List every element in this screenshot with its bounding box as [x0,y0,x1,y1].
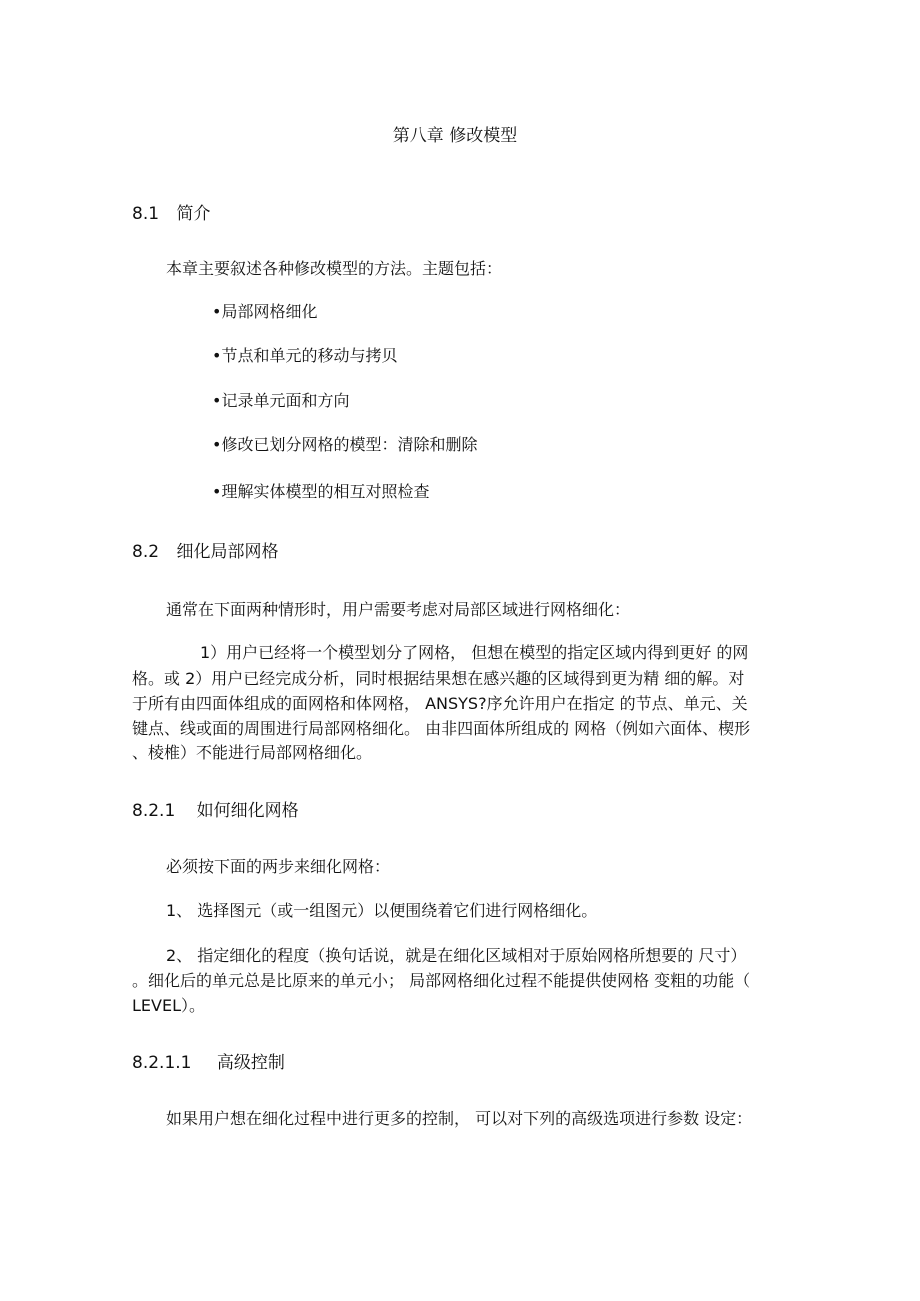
step-item: 1、 选择图元（或一组图元）以便围绕着它们进行网格细化。 [166,901,598,920]
paragraph-line: 、棱椎）不能进行局部网格细化。 [132,743,373,762]
chapter-title: 第八章 修改模型 [392,126,518,146]
section-title: 细化局部网格 [176,542,279,562]
section-number: 8.2.1.1 [132,1053,192,1073]
section-heading-8-2-1-1 [132,1051,285,1075]
section-title: 简介 [176,204,211,224]
section-title: 如何细化网格 [196,801,299,821]
paragraph-line: 于所有由四面体组成的面网格和体网格， ANSYS?序允许用户在指定 的节点、单元、关 [132,694,748,713]
step-item-line: 。细化后的单元总是比原来的单元小； 局部网格细化过程不能提供使网格 变粗的功能（ [132,971,751,990]
section-heading-8-1 [132,202,210,226]
topic-item: •修改已划分网格的模型：清除和删除 [212,435,478,454]
section-number: 8.2.1 [132,801,176,821]
topic-item: •理解实体模型的相互对照检查 [212,482,430,501]
topic-item: •记录单元面和方向 [212,391,350,410]
step-item-line: LEVEL）。 [132,996,205,1015]
paragraph: 通常在下面两种情形时，用户需要考虑对局部区域进行网格细化： [166,600,631,619]
section-number: 8.2 [132,542,160,562]
section-number: 8.1 [132,204,160,224]
paragraph-line: 键点、线或面的周围进行局部网格细化。 由非四面体所组成的 网格（例如六面体、楔形 [132,719,751,738]
paragraph-line: 1）用户已经将一个模型划分了网格， 但想在模型的指定区域内得到更好 的网 [200,643,749,662]
intro-paragraph: 本章主要叙述各种修改模型的方法。主题包括： [166,259,503,278]
topic-item: •局部网格细化 [212,302,318,321]
paragraph-line: 格。或 2）用户已经完成分析，同时根据结果想在感兴趣的区域得到更为精 细的解。对 [132,669,745,688]
section-heading-8-2-1 [132,799,299,823]
step-item-line: 2、 指定细化的程度（换句话说，就是在细化区域相对于原始网格所想要的 尺寸） [166,946,747,965]
paragraph: 必须按下面的两步来细化网格： [166,857,391,876]
paragraph: 如果用户想在细化过程中进行更多的控制， 可以对下列的高级选项进行参数 设定： [166,1109,753,1128]
section-title: 高级控制 [216,1053,285,1073]
section-heading-8-2 [132,540,278,564]
topic-item: •节点和单元的移动与拷贝 [212,346,398,365]
